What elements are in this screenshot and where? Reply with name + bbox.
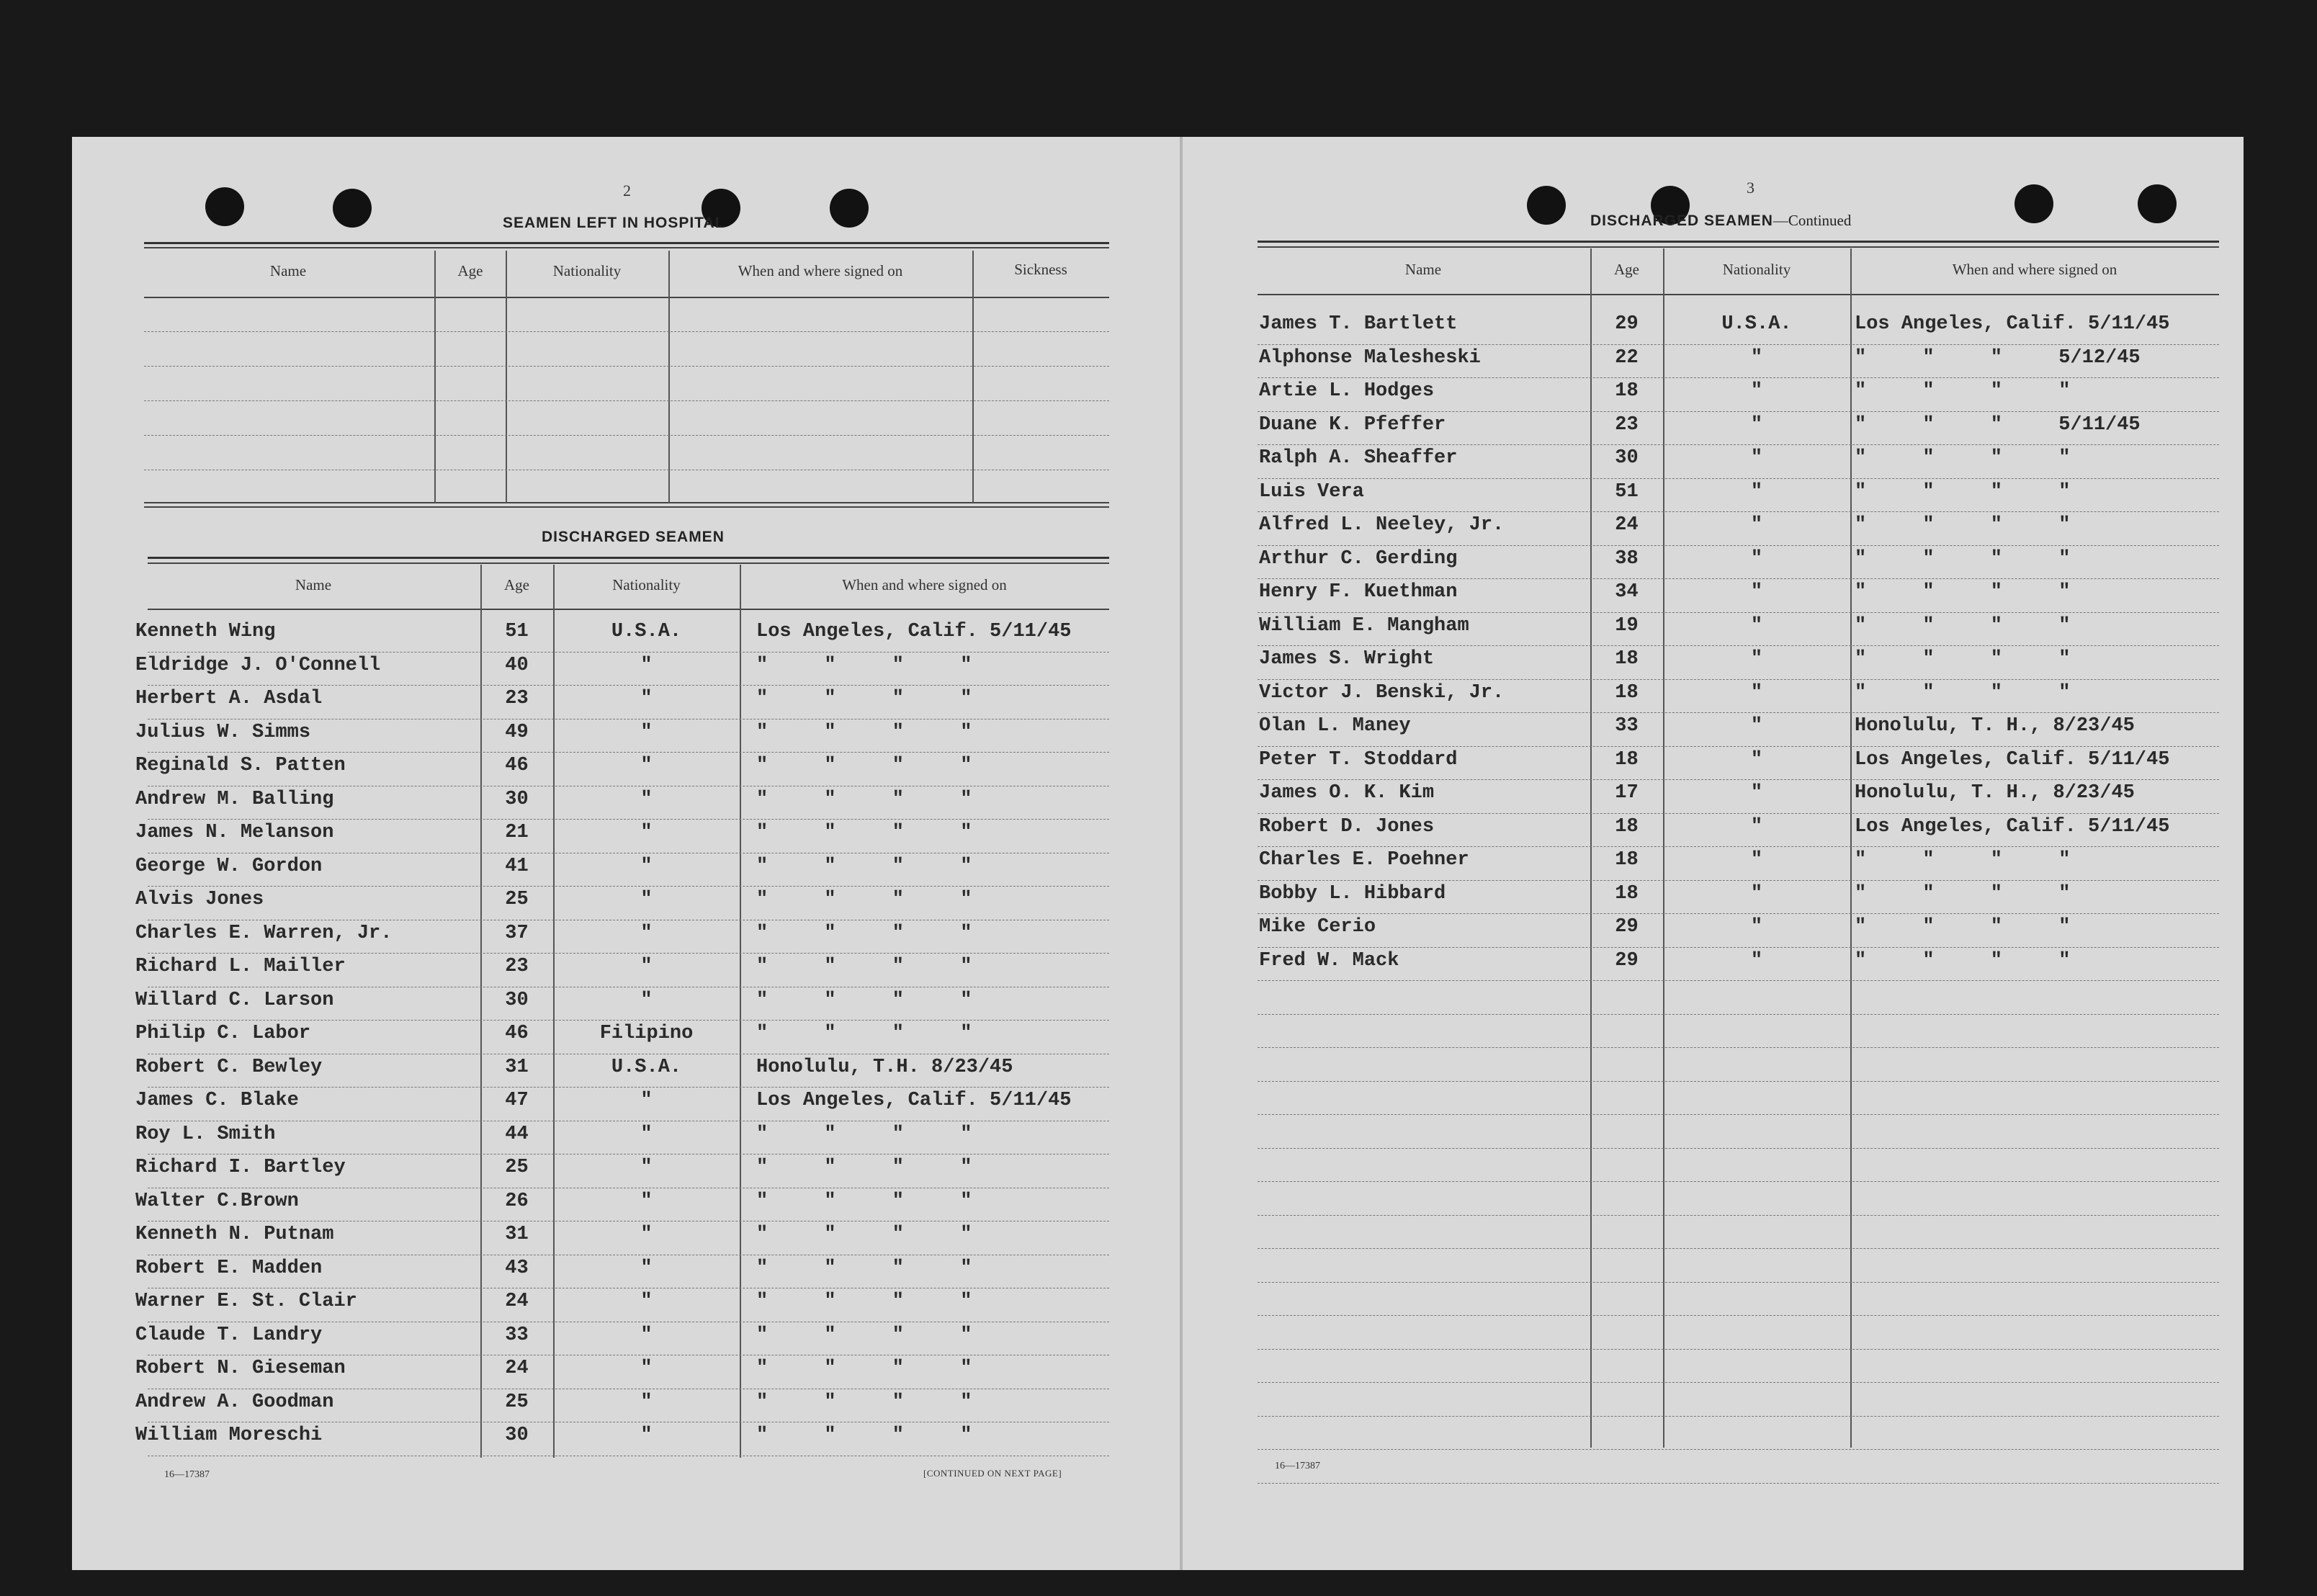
seaman-signed-on: " " " 5/11/45: [1855, 413, 2141, 436]
seaman-age: 26: [505, 1190, 529, 1212]
row-separator: [1258, 545, 2219, 546]
seaman-nationality: ": [640, 654, 653, 676]
seaman-name: Kenneth N. Putnam: [135, 1224, 334, 1245]
row-separator: [1258, 1315, 2219, 1316]
seaman-nationality: ": [1750, 882, 1763, 905]
form-code: 16—17387: [1275, 1461, 1320, 1471]
title-main: DISCHARGED SEAMEN: [1590, 212, 1773, 229]
row-separator: [1258, 1416, 2219, 1417]
seaman-signed-on: " " " ": [756, 688, 972, 709]
seaman-nationality: U.S.A.: [611, 1056, 682, 1078]
seaman-name: Olan L. Maney: [1259, 715, 1411, 737]
row-separator: [1258, 444, 2219, 445]
seaman-name: Victor J. Benski, Jr.: [1259, 681, 1505, 704]
row-separator: [1258, 1483, 2219, 1484]
row-separator: [1258, 1349, 2219, 1350]
seaman-signed-on: " " " ": [756, 956, 972, 977]
right-header-age: Age: [1614, 261, 1639, 278]
seaman-signed-on: " " " ": [1855, 514, 2071, 536]
seaman-nationality: ": [640, 688, 653, 709]
seaman-nationality: ": [640, 822, 653, 843]
row-separator: [1258, 1382, 2219, 1383]
hospital-header-sickness: Sickness: [1014, 261, 1067, 278]
row-separator: [148, 1154, 1109, 1155]
seaman-name: Bobby L. Hibbard: [1259, 882, 1446, 905]
seaman-age: 44: [505, 1123, 529, 1145]
discharged-header-signed: When and where signed on: [842, 576, 1007, 593]
seaman-name: Philip C. Labor: [135, 1023, 311, 1044]
seaman-name: Robert E. Madden: [135, 1257, 323, 1279]
page-number: 2: [623, 181, 631, 200]
seaman-name: Reginald S. Patten: [135, 755, 346, 776]
right-header-name: Name: [1404, 261, 1442, 278]
seaman-nationality: ": [1750, 547, 1763, 570]
discharged-header-age: Age: [504, 576, 529, 593]
row-separator: [1258, 679, 2219, 680]
seaman-signed-on: " " " ": [1855, 581, 2071, 603]
seaman-age: 24: [505, 1358, 529, 1379]
row-separator: [1258, 813, 2219, 814]
seaman-nationality: ": [640, 721, 653, 743]
seaman-nationality: ": [640, 1157, 653, 1178]
row-separator: [1258, 578, 2219, 579]
seaman-nationality: ": [1750, 715, 1763, 737]
seaman-name: Luis Vera: [1259, 480, 1364, 503]
seaman-nationality: ": [640, 956, 653, 977]
seaman-age: 46: [505, 1023, 529, 1044]
seaman-age: 18: [1615, 648, 1639, 670]
seaman-nationality: ": [640, 1425, 653, 1446]
seaman-name: William Moreschi: [135, 1425, 323, 1446]
seaman-age: 25: [505, 1157, 529, 1178]
seaman-name: Arthur C. Gerding: [1259, 547, 1458, 570]
row-separator: [148, 652, 1109, 653]
seaman-signed-on: " " " ": [1855, 614, 2071, 637]
seaman-nationality: ": [1750, 782, 1763, 804]
seaman-nationality: ": [640, 1090, 653, 1111]
seaman-signed-on: " " " ": [756, 1190, 972, 1212]
row-separator: [1258, 913, 2219, 914]
seaman-name: Ralph A. Sheaffer: [1259, 447, 1458, 469]
seaman-nationality: ": [640, 1291, 653, 1312]
seaman-nationality: ": [1750, 681, 1763, 704]
seaman-age: 43: [505, 1257, 529, 1279]
seaman-name: Julius W. Simms: [135, 721, 311, 743]
seaman-nationality: ": [1750, 380, 1763, 402]
row-separator: [1258, 377, 2219, 378]
right-header-nationality: Nationality: [1722, 261, 1791, 278]
seaman-age: 18: [1615, 748, 1639, 771]
seaman-name: Herbert A. Asdal: [135, 688, 323, 709]
seaman-signed-on: " " " ": [1855, 480, 2071, 503]
seaman-age: 18: [1615, 849, 1639, 871]
seaman-age: 30: [1615, 447, 1639, 469]
seaman-age: 25: [505, 1391, 529, 1413]
seaman-signed-on: " " " ": [756, 989, 972, 1011]
hospital-header-age: Age: [457, 262, 483, 279]
seaman-age: 49: [505, 721, 529, 743]
seaman-signed-on: " " " ": [756, 721, 972, 743]
seaman-nationality: ": [640, 755, 653, 776]
discharged-continued-title: [1590, 212, 1851, 230]
seaman-name: Alphonse Malesheski: [1259, 346, 1481, 369]
row-separator: [1258, 1181, 2219, 1182]
seaman-nationality: ": [1750, 514, 1763, 536]
row-separator: [1258, 1215, 2219, 1216]
seaman-nationality: ": [1750, 346, 1763, 369]
seaman-signed-on: " " " ": [1855, 447, 2071, 469]
seaman-name: Alvis Jones: [135, 889, 264, 910]
seaman-nationality: ": [640, 1257, 653, 1279]
seaman-age: 24: [1615, 514, 1639, 536]
page-number: 3: [1747, 179, 1754, 197]
seaman-nationality: ": [640, 1358, 653, 1379]
seaman-signed-on: " " " ": [756, 1391, 972, 1413]
seaman-signed-on: " " " ": [756, 1224, 972, 1245]
row-separator: [148, 752, 1109, 753]
seaman-age: 41: [505, 855, 529, 877]
row-separator: [1258, 1081, 2219, 1082]
seaman-name: James S. Wright: [1259, 648, 1435, 670]
seaman-name: Roy L. Smith: [135, 1123, 276, 1145]
seaman-name: Alfred L. Neeley, Jr.: [1259, 514, 1505, 536]
seaman-signed-on: " " " ": [1855, 547, 2071, 570]
seaman-signed-on: Honolulu, T. H., 8/23/45: [1855, 782, 2135, 804]
hospital-header-nationality: Nationality: [552, 262, 622, 279]
seaman-age: 17: [1615, 782, 1639, 804]
seaman-nationality: ": [1750, 849, 1763, 871]
seaman-signed-on: " " " ": [756, 1425, 972, 1446]
row-separator: [1258, 411, 2219, 412]
seaman-age: 23: [505, 688, 529, 709]
seaman-age: 24: [505, 1291, 529, 1312]
row-separator: [1258, 980, 2219, 981]
seaman-age: 31: [505, 1224, 529, 1245]
seaman-signed-on: " " " ": [756, 1291, 972, 1312]
seaman-signed-on: " " " ": [756, 1023, 972, 1044]
punch-hole: [1527, 186, 1566, 225]
seaman-nationality: ": [1750, 648, 1763, 670]
seaman-age: 38: [1615, 547, 1639, 570]
seaman-signed-on: " " " ": [1855, 380, 2071, 402]
seaman-name: James O. K. Kim: [1259, 782, 1435, 804]
right-header-signed: When and where signed on: [1952, 261, 2117, 278]
row-separator: [148, 685, 1109, 686]
seaman-age: 30: [505, 788, 529, 810]
seaman-signed-on: Los Angeles, Calif. 5/11/45: [1855, 313, 2170, 335]
seaman-nationality: U.S.A.: [611, 621, 682, 642]
seaman-nationality: U.S.A.: [1721, 313, 1792, 335]
seaman-age: 19: [1615, 614, 1639, 637]
form-code: 16—17387: [164, 1469, 210, 1480]
punch-hole: [333, 189, 372, 228]
seaman-signed-on: " " " ": [756, 1157, 972, 1178]
seaman-name: Richard I. Bartley: [135, 1157, 346, 1178]
seaman-age: 34: [1615, 581, 1639, 603]
seaman-name: Claude T. Landry: [135, 1324, 323, 1346]
seaman-nationality: ": [640, 889, 653, 910]
seaman-signed-on: " " " ": [1855, 648, 2071, 670]
seaman-signed-on: " " " ": [1855, 849, 2071, 871]
seaman-nationality: ": [640, 788, 653, 810]
seaman-nationality: ": [640, 1190, 653, 1212]
seaman-age: 33: [1615, 715, 1639, 737]
row-separator: [1258, 645, 2219, 646]
punch-hole: [2015, 184, 2053, 223]
seaman-signed-on: " " " ": [756, 922, 972, 944]
seaman-signed-on: Los Angeles, Calif. 5/11/45: [1855, 748, 2170, 771]
seaman-signed-on: Los Angeles, Calif. 5/11/45: [1855, 815, 2170, 838]
seaman-name: James T. Bartlett: [1259, 313, 1458, 335]
seaman-nationality: ": [1750, 916, 1763, 938]
seaman-signed-on: " " " ": [756, 654, 972, 676]
seaman-nationality: ": [640, 1224, 653, 1245]
seaman-name: Peter T. Stoddard: [1259, 748, 1458, 771]
row-separator: [1258, 1148, 2219, 1149]
row-separator: [148, 953, 1109, 954]
seaman-age: 18: [1615, 815, 1639, 838]
row-separator: [1258, 1282, 2219, 1283]
seaman-name: William E. Mangham: [1259, 614, 1469, 637]
row-separator: [1258, 1014, 2219, 1015]
seaman-name: James N. Melanson: [135, 822, 334, 843]
seaman-signed-on: Los Angeles, Calif. 5/11/45: [756, 621, 1072, 642]
seaman-signed-on: " " " ": [756, 1324, 972, 1346]
seaman-name: Willard C. Larson: [135, 989, 334, 1011]
seaman-nationality: ": [640, 922, 653, 944]
row-separator: [1258, 880, 2219, 881]
seaman-nationality: ": [1750, 614, 1763, 637]
row-separator: [1258, 712, 2219, 713]
seaman-nationality: Filipino: [599, 1023, 694, 1044]
seaman-name: Warner E. St. Clair: [135, 1291, 357, 1312]
seaman-name: James C. Blake: [135, 1090, 299, 1111]
seaman-age: 23: [505, 956, 529, 977]
seaman-age: 29: [1615, 916, 1639, 938]
row-separator: [1258, 511, 2219, 512]
seaman-name: Robert N. Gieseman: [135, 1358, 346, 1379]
seaman-name: Robert D. Jones: [1259, 815, 1435, 838]
seaman-nationality: ": [1750, 413, 1763, 436]
seaman-age: 29: [1615, 949, 1639, 972]
row-separator: [1258, 947, 2219, 948]
seaman-age: 30: [505, 1425, 529, 1446]
seaman-signed-on: " " " ": [756, 755, 972, 776]
seaman-name: George W. Gordon: [135, 855, 323, 877]
seaman-signed-on: " " " ": [1855, 949, 2071, 972]
seaman-nationality: ": [640, 1324, 653, 1346]
seaman-signed-on: " " " ": [1855, 681, 2071, 704]
seaman-name: Fred W. Mack: [1259, 949, 1399, 972]
page-fold: [1180, 137, 1183, 1570]
seaman-signed-on: " " " ": [756, 788, 972, 810]
punch-hole: [2138, 184, 2177, 223]
seaman-name: Henry F. Kuethman: [1259, 581, 1458, 603]
seaman-signed-on: " " " ": [756, 1123, 972, 1145]
discharged-header-name: Name: [295, 576, 332, 593]
title-continued: —Continued: [1773, 212, 1852, 229]
seaman-age: 22: [1615, 346, 1639, 369]
punch-hole: [205, 187, 244, 226]
seaman-nationality: ": [1750, 581, 1763, 603]
row-separator: [1258, 344, 2219, 345]
seaman-age: 31: [505, 1056, 529, 1078]
seaman-signed-on: " " " 5/12/45: [1855, 346, 2141, 369]
seaman-nationality: ": [640, 1123, 653, 1145]
hospital-header-signed: When and where signed on: [738, 262, 903, 279]
seaman-age: 46: [505, 755, 529, 776]
seaman-name: Walter C.Brown: [135, 1190, 299, 1212]
row-separator: [1258, 1248, 2219, 1249]
seaman-name: Andrew M. Balling: [135, 788, 334, 810]
discharged-section-title: DISCHARGED SEAMEN: [542, 529, 725, 545]
seaman-signed-on: Honolulu, T. H., 8/23/45: [1855, 715, 2135, 737]
seaman-name: Robert C. Bewley: [135, 1056, 323, 1078]
seaman-name: Mike Cerio: [1259, 916, 1376, 938]
seaman-age: 33: [505, 1324, 529, 1346]
row-separator: [1258, 746, 2219, 747]
row-separator: [1258, 846, 2219, 847]
seaman-name: Charles E. Poehner: [1259, 849, 1469, 871]
seaman-nationality: ": [640, 1391, 653, 1413]
seaman-age: 40: [505, 654, 529, 676]
seaman-signed-on: " " " ": [1855, 882, 2071, 905]
row-separator: [148, 1087, 1109, 1088]
seaman-name: Duane K. Pfeffer: [1259, 413, 1446, 436]
hospital-section-title: SEAMEN LEFT IN HOSPITAL: [503, 215, 725, 231]
row-separator: [1258, 779, 2219, 780]
hospital-header-name: Name: [269, 262, 307, 279]
seaman-age: 23: [1615, 413, 1639, 436]
seaman-age: 21: [505, 822, 529, 843]
seaman-age: 18: [1615, 681, 1639, 704]
seaman-nationality: ": [1750, 949, 1763, 972]
continued-note: [CONTINUED ON NEXT PAGE]: [923, 1468, 1062, 1479]
seaman-nationality: ": [640, 855, 653, 877]
seaman-name: Artie L. Hodges: [1259, 380, 1435, 402]
seaman-signed-on: " " " ": [756, 1257, 972, 1279]
seaman-signed-on: " " " ": [756, 1358, 972, 1379]
seaman-age: 30: [505, 989, 529, 1011]
seaman-name: Eldridge J. O'Connell: [135, 654, 381, 676]
discharged-header-nationality: Nationality: [612, 576, 681, 593]
seaman-nationality: ": [1750, 480, 1763, 503]
seaman-age: 51: [505, 621, 529, 642]
row-separator: [1258, 612, 2219, 613]
seaman-age: 18: [1615, 380, 1639, 402]
seaman-age: 29: [1615, 313, 1639, 335]
seaman-age: 51: [1615, 480, 1639, 503]
seaman-nationality: ": [640, 989, 653, 1011]
row-separator: [148, 886, 1109, 887]
seaman-name: Charles E. Warren, Jr.: [135, 922, 393, 944]
seaman-signed-on: " " " ": [756, 889, 972, 910]
seaman-signed-on: " " " ": [756, 822, 972, 843]
row-separator: [148, 819, 1109, 820]
seaman-age: 25: [505, 889, 529, 910]
row-separator: [1258, 478, 2219, 479]
row-separator: [148, 1020, 1109, 1021]
seaman-signed-on: Honolulu, T.H. 8/23/45: [756, 1056, 1013, 1078]
seaman-age: 18: [1615, 882, 1639, 905]
seaman-nationality: ": [1750, 447, 1763, 469]
seaman-name: Richard L. Mailler: [135, 956, 346, 977]
punch-hole: [830, 189, 869, 228]
seaman-signed-on: Los Angeles, Calif. 5/11/45: [756, 1090, 1072, 1111]
seaman-nationality: ": [1750, 748, 1763, 771]
seaman-signed-on: " " " ": [756, 855, 972, 877]
seaman-name: Andrew A. Goodman: [135, 1391, 334, 1413]
seaman-name: Kenneth Wing: [135, 621, 276, 642]
row-separator: [1258, 1114, 2219, 1115]
row-separator: [1258, 1449, 2219, 1450]
seaman-age: 47: [505, 1090, 529, 1111]
seaman-signed-on: " " " ": [1855, 916, 2071, 938]
row-separator: [1258, 1047, 2219, 1048]
seaman-nationality: ": [1750, 815, 1763, 838]
seaman-age: 37: [505, 922, 529, 944]
